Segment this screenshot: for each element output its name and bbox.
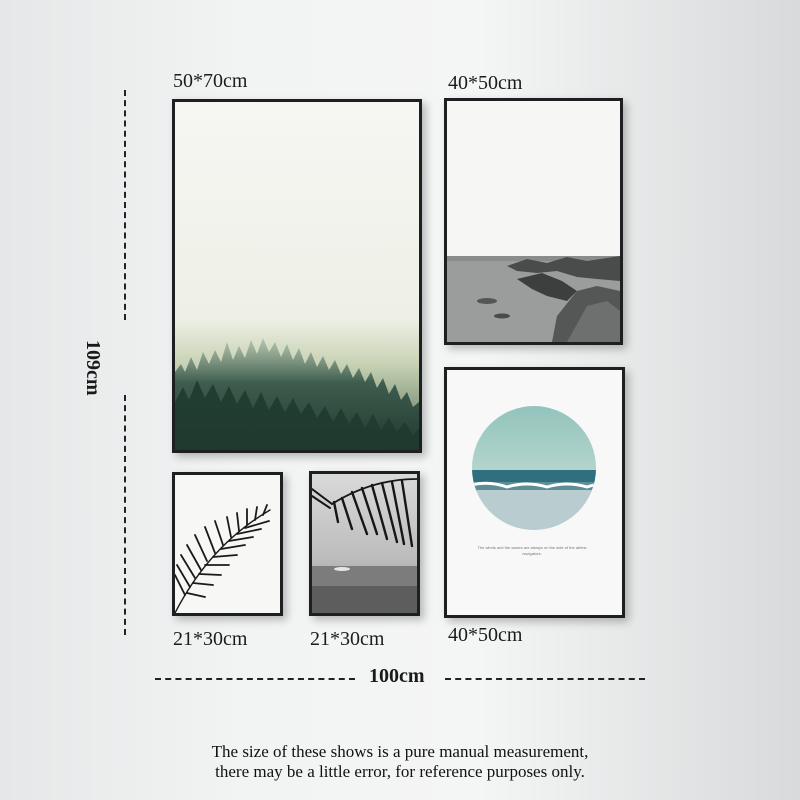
disclaimer-line-2: there may be a little error, for reference purposes only. xyxy=(215,762,585,781)
ocean-circle-size-label: 40*50cm xyxy=(448,624,523,646)
coast-size-label: 40*50cm xyxy=(448,72,523,94)
palm-leaf-image xyxy=(175,475,280,613)
width-dimension-line-right xyxy=(445,678,645,680)
forest-size-label: 50*70cm xyxy=(173,70,248,92)
ocean-quote: The winds and the waves are always on the side of the ablest navigators. xyxy=(477,545,587,556)
ocean-circle-image xyxy=(447,370,622,615)
width-dimension-label: 100cm xyxy=(369,665,425,687)
height-dimension-label: 109cm xyxy=(82,340,104,396)
width-dimension-line-left xyxy=(155,678,355,680)
coast-print-frame xyxy=(444,98,623,345)
height-dimension-line-bottom xyxy=(124,395,126,635)
palm-leaf-print-frame xyxy=(172,472,283,616)
forest-print-frame xyxy=(172,99,422,453)
palm-leaf-size-label: 21*30cm xyxy=(173,628,248,650)
height-dimension-line-top xyxy=(124,90,126,320)
disclaimer-text xyxy=(0,742,800,782)
ocean-circle-print-frame xyxy=(444,367,625,618)
disclaimer-line-1: The size of these shows is a pure manual measurement, xyxy=(211,742,589,761)
forest-image xyxy=(175,102,419,450)
beach-palm-size-label: 21*30cm xyxy=(310,628,385,650)
beach-palm-image xyxy=(312,474,417,613)
coast-image xyxy=(447,101,620,342)
beach-palm-print-frame xyxy=(309,471,420,616)
